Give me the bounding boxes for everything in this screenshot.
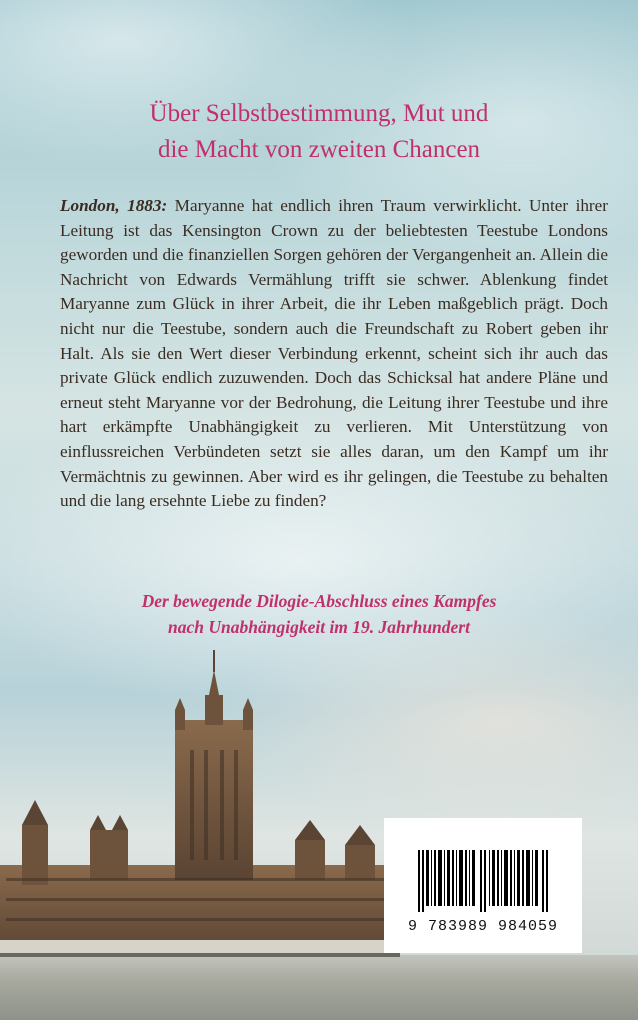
barcode-box [384, 818, 582, 953]
headline [0, 96, 638, 168]
tagline-line-2: nach Unabhängigkeit im 19. Jahrhundert [168, 617, 470, 637]
isbn-number: 9 783989 984059 [407, 918, 559, 935]
blurb-body: Maryanne hat endlich ihren Traum verwirklicht. Unter ihrer Leitung ist das Kensington Crown zu der beliebtesten Teestube Londons geworden und die finanziellen Sorgen gehören der Vergangenheit an. Allein die Nachricht von Edwards Vermählung trifft sie schwer. Ablenkung findet Maryanne zum Glück in ihrer Arbeit, die ihr Leben maßgeblich prägt. Doch nicht nur die Teestube, sondern auch die Freundschaft zu Robert geben ihr Halt. Als sie den Wert dieser Verbindung erkennt, scheint sich ihr auch das private Glück endlich zuzuwenden. Doch das Schicksal hat andere Pläne und erneut steht Maryanne vor der Bedrohung, die Leitung ihrer Teestube und ihre hart erkämpfte Unabhängigkeit zu verlieren. Mit Unterstützung von einflussreichen Verbündeten setzt sie alles daran, um den Kampf um ihr Vermächtnis zu gewinnen. Aber wird es ihr gelingen, die Teestube zu behalten und die lang ersehnte Liebe zu finden? [60, 196, 609, 511]
blurb-place-date: London, 1883: [60, 196, 168, 215]
parliament-building-illustration [0, 650, 400, 1020]
isbn-barcode [418, 850, 550, 912]
headline-line-1: Über Selbstbestimmung, Mut und [149, 100, 489, 127]
tagline-line-1: Der bewegende Dilogie-Abschluss eines Kampfes [141, 591, 497, 611]
blurb-text [60, 194, 608, 514]
tagline [0, 588, 638, 640]
headline-line-2: die Macht von zweiten Chancen [157, 136, 481, 163]
